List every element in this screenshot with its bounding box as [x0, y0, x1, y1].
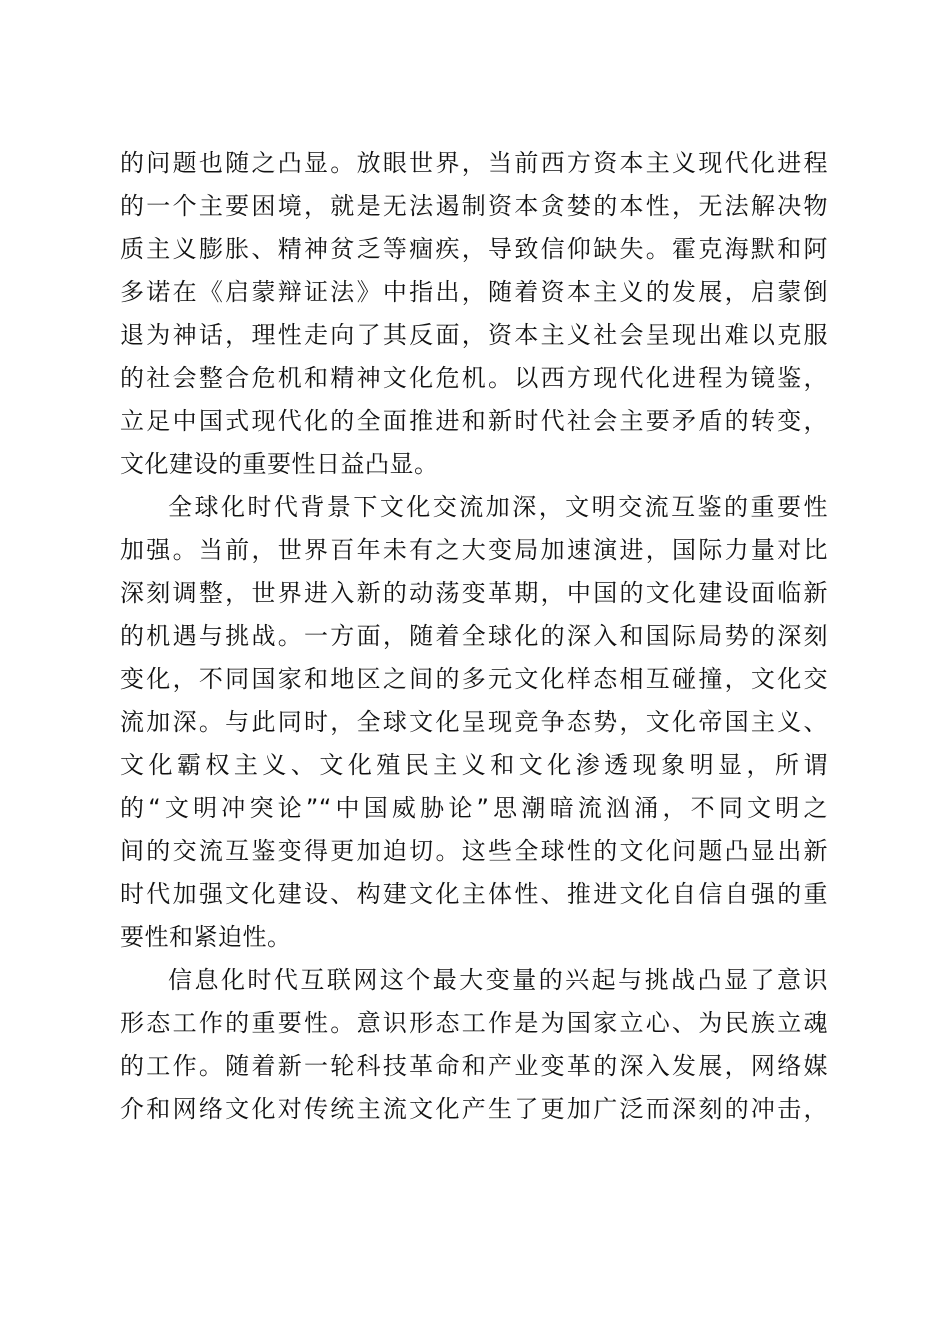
paragraph-2-line-5: 变化，不同国家和地区之间的多元文化样态相互碰撞，文化交 [120, 665, 828, 693]
paragraph-1-line-4: 多诺在《启蒙辩证法》中指出，随着资本主义的发展，启蒙倒 [120, 278, 828, 306]
paragraph-3-line-2: 形态工作的重要性。意识形态工作是为国家立心、为民族立魂 [120, 1009, 828, 1037]
paragraph-2-line-7: 文化霸权主义、文化殖民主义和文化渗透现象明显，所谓 [120, 751, 828, 779]
paragraph-2-line-2: 加强。当前，世界百年未有之大变局加速演进，国际力量对比 [120, 536, 828, 564]
paragraph-1-line-5: 退为神话，理性走向了其反面，资本主义社会呈现出难以克服 [120, 321, 828, 349]
paragraph-1-line-8: 文化建设的重要性日益凸显。 [120, 450, 439, 478]
paragraph-2-line-10: 时代加强文化建设、构建文化主体性、推进文化自信自强的重 [120, 880, 828, 908]
paragraph-1-line-6: 的社会整合危机和精神文化危机。以西方现代化进程为镜鉴， [120, 364, 828, 392]
paragraph-2-line-11: 要性和紧迫性。 [120, 923, 292, 951]
document-body [120, 142, 828, 1131]
paragraph-1-line-7: 立足中国式现代化的全面推进和新时代社会主要矛盾的转变， [120, 407, 828, 435]
paragraph-1-line-3: 质主义膨胀、精神贫乏等痼疾，导致信仰缺失。霍克海默和阿 [120, 235, 828, 263]
paragraph-2-line-3: 深刻调整，世界进入新的动荡变革期，中国的文化建设面临新 [120, 579, 828, 607]
paragraph-1-line-1: 的问题也随之凸显。放眼世界，当前西方资本主义现代化进程 [120, 149, 828, 177]
paragraph-2-line-4: 的机遇与挑战。一方面，随着全球化的深入和国际局势的深刻 [120, 622, 828, 650]
paragraph-3-line-4: 介和网络文化对传统主流文化产生了更加广泛而深刻的冲击， [120, 1095, 828, 1123]
paragraph-3-line-3: 的工作。随着新一轮科技革命和产业变革的深入发展，网络媒 [120, 1052, 828, 1080]
paragraph-3-line-1: 信息化时代互联网这个最大变量的兴起与挑战凸显了意识 [168, 966, 828, 994]
paragraph-1-line-2: 的一个主要困境，就是无法遏制资本贪婪的本性，无法解决物 [120, 192, 828, 220]
paragraph-2-line-9: 间的交流互鉴变得更加迫切。这些全球性的文化问题凸显出新 [120, 837, 828, 865]
paragraph-2-line-1: 全球化时代背景下文化交流加深，文明交流互鉴的重要性 [168, 493, 828, 521]
paragraph-2-line-6: 流加深。与此同时，全球文化呈现竞争态势，文化帝国主义、 [120, 708, 828, 736]
paragraph-2-line-8: 的“文明冲突论”“中国威胁论”思潮暗流汹涌，不同文明之 [120, 794, 828, 822]
